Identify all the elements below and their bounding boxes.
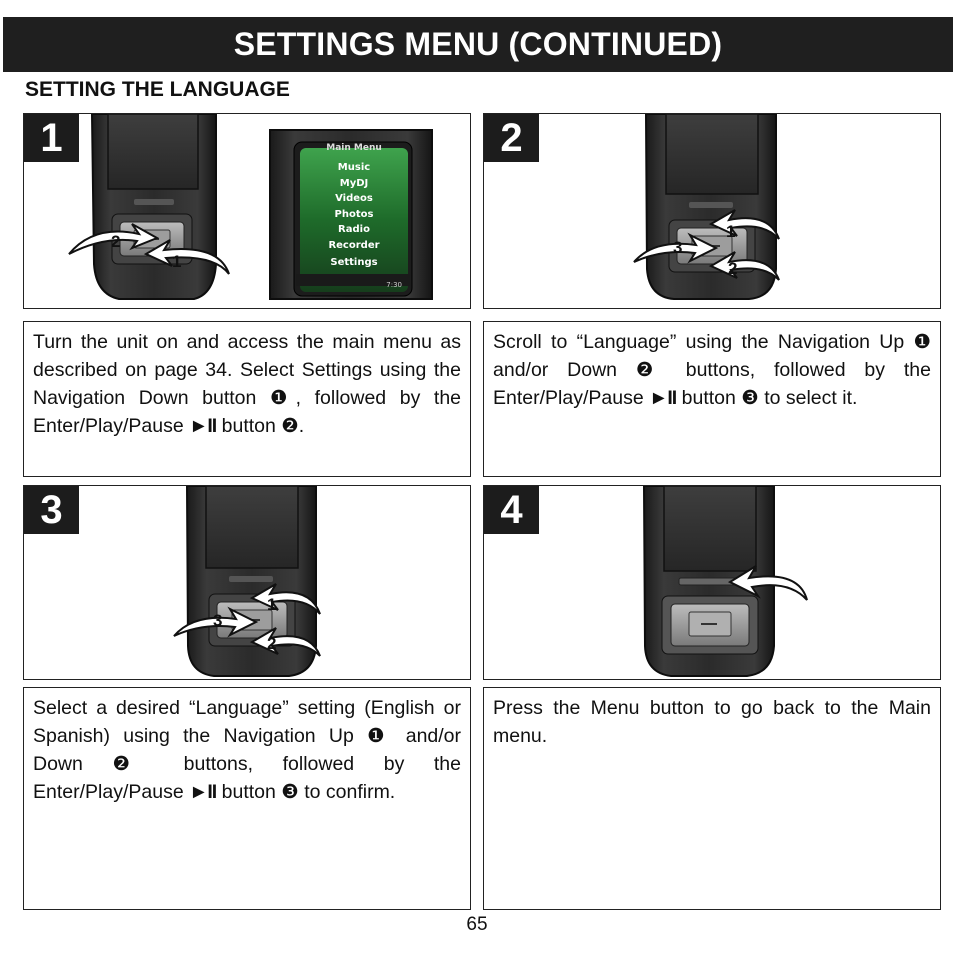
- menu-item-videos: Videos: [335, 193, 373, 204]
- text-segment: Scroll to “Language” using the Navigation Up: [493, 331, 914, 353]
- step-badge: 4: [484, 486, 539, 534]
- callout-1: 1: [267, 595, 277, 614]
- player-device: [646, 114, 776, 299]
- menu-item-photos: Photos: [334, 208, 374, 220]
- button-1-marker: ❶: [269, 387, 296, 409]
- button-2-marker: ❷: [112, 753, 155, 775]
- step-3-illustration: [24, 486, 471, 680]
- button-3-marker: ❸: [741, 387, 759, 409]
- step-2-image-panel: [483, 113, 941, 309]
- callout-2: 2: [267, 634, 277, 653]
- text-segment: button: [676, 387, 742, 409]
- button-3-marker: ❸: [281, 781, 299, 803]
- step-4-instructions: [483, 687, 941, 910]
- play-pause-icon: ►II: [189, 781, 217, 803]
- page-number: 65: [466, 914, 488, 935]
- text-segment: to select it.: [758, 387, 858, 409]
- button-1-marker: ❶: [367, 725, 393, 747]
- step-1-instructions: [23, 321, 471, 477]
- menu-item-mydj: MyDJ: [339, 177, 369, 189]
- text-segment: and/or Down: [33, 725, 462, 775]
- callout-3: 3: [673, 238, 683, 257]
- player-device: [187, 486, 316, 676]
- step-1-image-panel: [23, 113, 471, 309]
- main-menu-screen: [300, 142, 408, 292]
- player-device: [92, 114, 216, 299]
- step-badge: 1: [24, 114, 79, 162]
- step-2-instructions: [483, 321, 941, 477]
- page-banner: [3, 17, 953, 72]
- page-title: SETTINGS MENU (CONTINUED): [233, 26, 723, 62]
- menu-item-radio: Radio: [338, 224, 370, 235]
- menu-item-music: Music: [337, 162, 371, 173]
- text-segment: Turn the unit on and access the main menu as described on page 34. Select Settings using the Navigation Down button: [33, 331, 461, 409]
- callout-2: 2: [111, 232, 121, 251]
- text-segment: , followed by the Enter/Play/Pause: [33, 387, 462, 437]
- callout-3: 3: [213, 611, 223, 630]
- play-pause-icon: ►II: [649, 387, 677, 409]
- menu-item-recorder: Recorder: [328, 239, 380, 251]
- menu-title: Main Menu: [326, 143, 382, 153]
- step-3-image-panel: [23, 485, 471, 680]
- text-segment: buttons, followed by the Enter/Play/Pause: [493, 359, 931, 409]
- text-segment: and/or Down: [493, 359, 636, 381]
- button-2-marker: ❷: [281, 415, 299, 437]
- step-badge: 2: [484, 114, 539, 162]
- button-1-marker: ❶: [913, 331, 931, 353]
- text-segment: .: [298, 415, 305, 437]
- text-segment: Press the Menu button to go back to the Main menu.: [493, 697, 931, 747]
- text-segment: buttons, followed by the Enter/Play/Pause: [33, 753, 461, 803]
- text-segment: to confirm.: [298, 781, 396, 803]
- step-badge: 3: [24, 486, 79, 534]
- text-segment: button: [216, 781, 282, 803]
- play-pause-icon: ►II: [189, 415, 217, 437]
- callout-2: 2: [728, 259, 738, 278]
- menu-time: 7:30: [386, 281, 402, 289]
- text-segment: Select a desired “Language” setting (English or Spanish) using the Navigation Up: [33, 697, 461, 747]
- section-title: SETTING THE LANGUAGE: [25, 78, 290, 101]
- callout-1: 1: [172, 252, 182, 271]
- button-2-marker: ❷: [635, 359, 667, 381]
- text-segment: button: [216, 415, 282, 437]
- menu-item-settings: Settings: [330, 257, 378, 268]
- menu-button: [679, 578, 737, 585]
- step-3-instructions: [23, 687, 471, 910]
- step-4-image-panel: [483, 485, 941, 680]
- step-2-illustration: [484, 114, 941, 309]
- step-4-illustration: [484, 486, 941, 680]
- callout-1: 1: [726, 222, 736, 241]
